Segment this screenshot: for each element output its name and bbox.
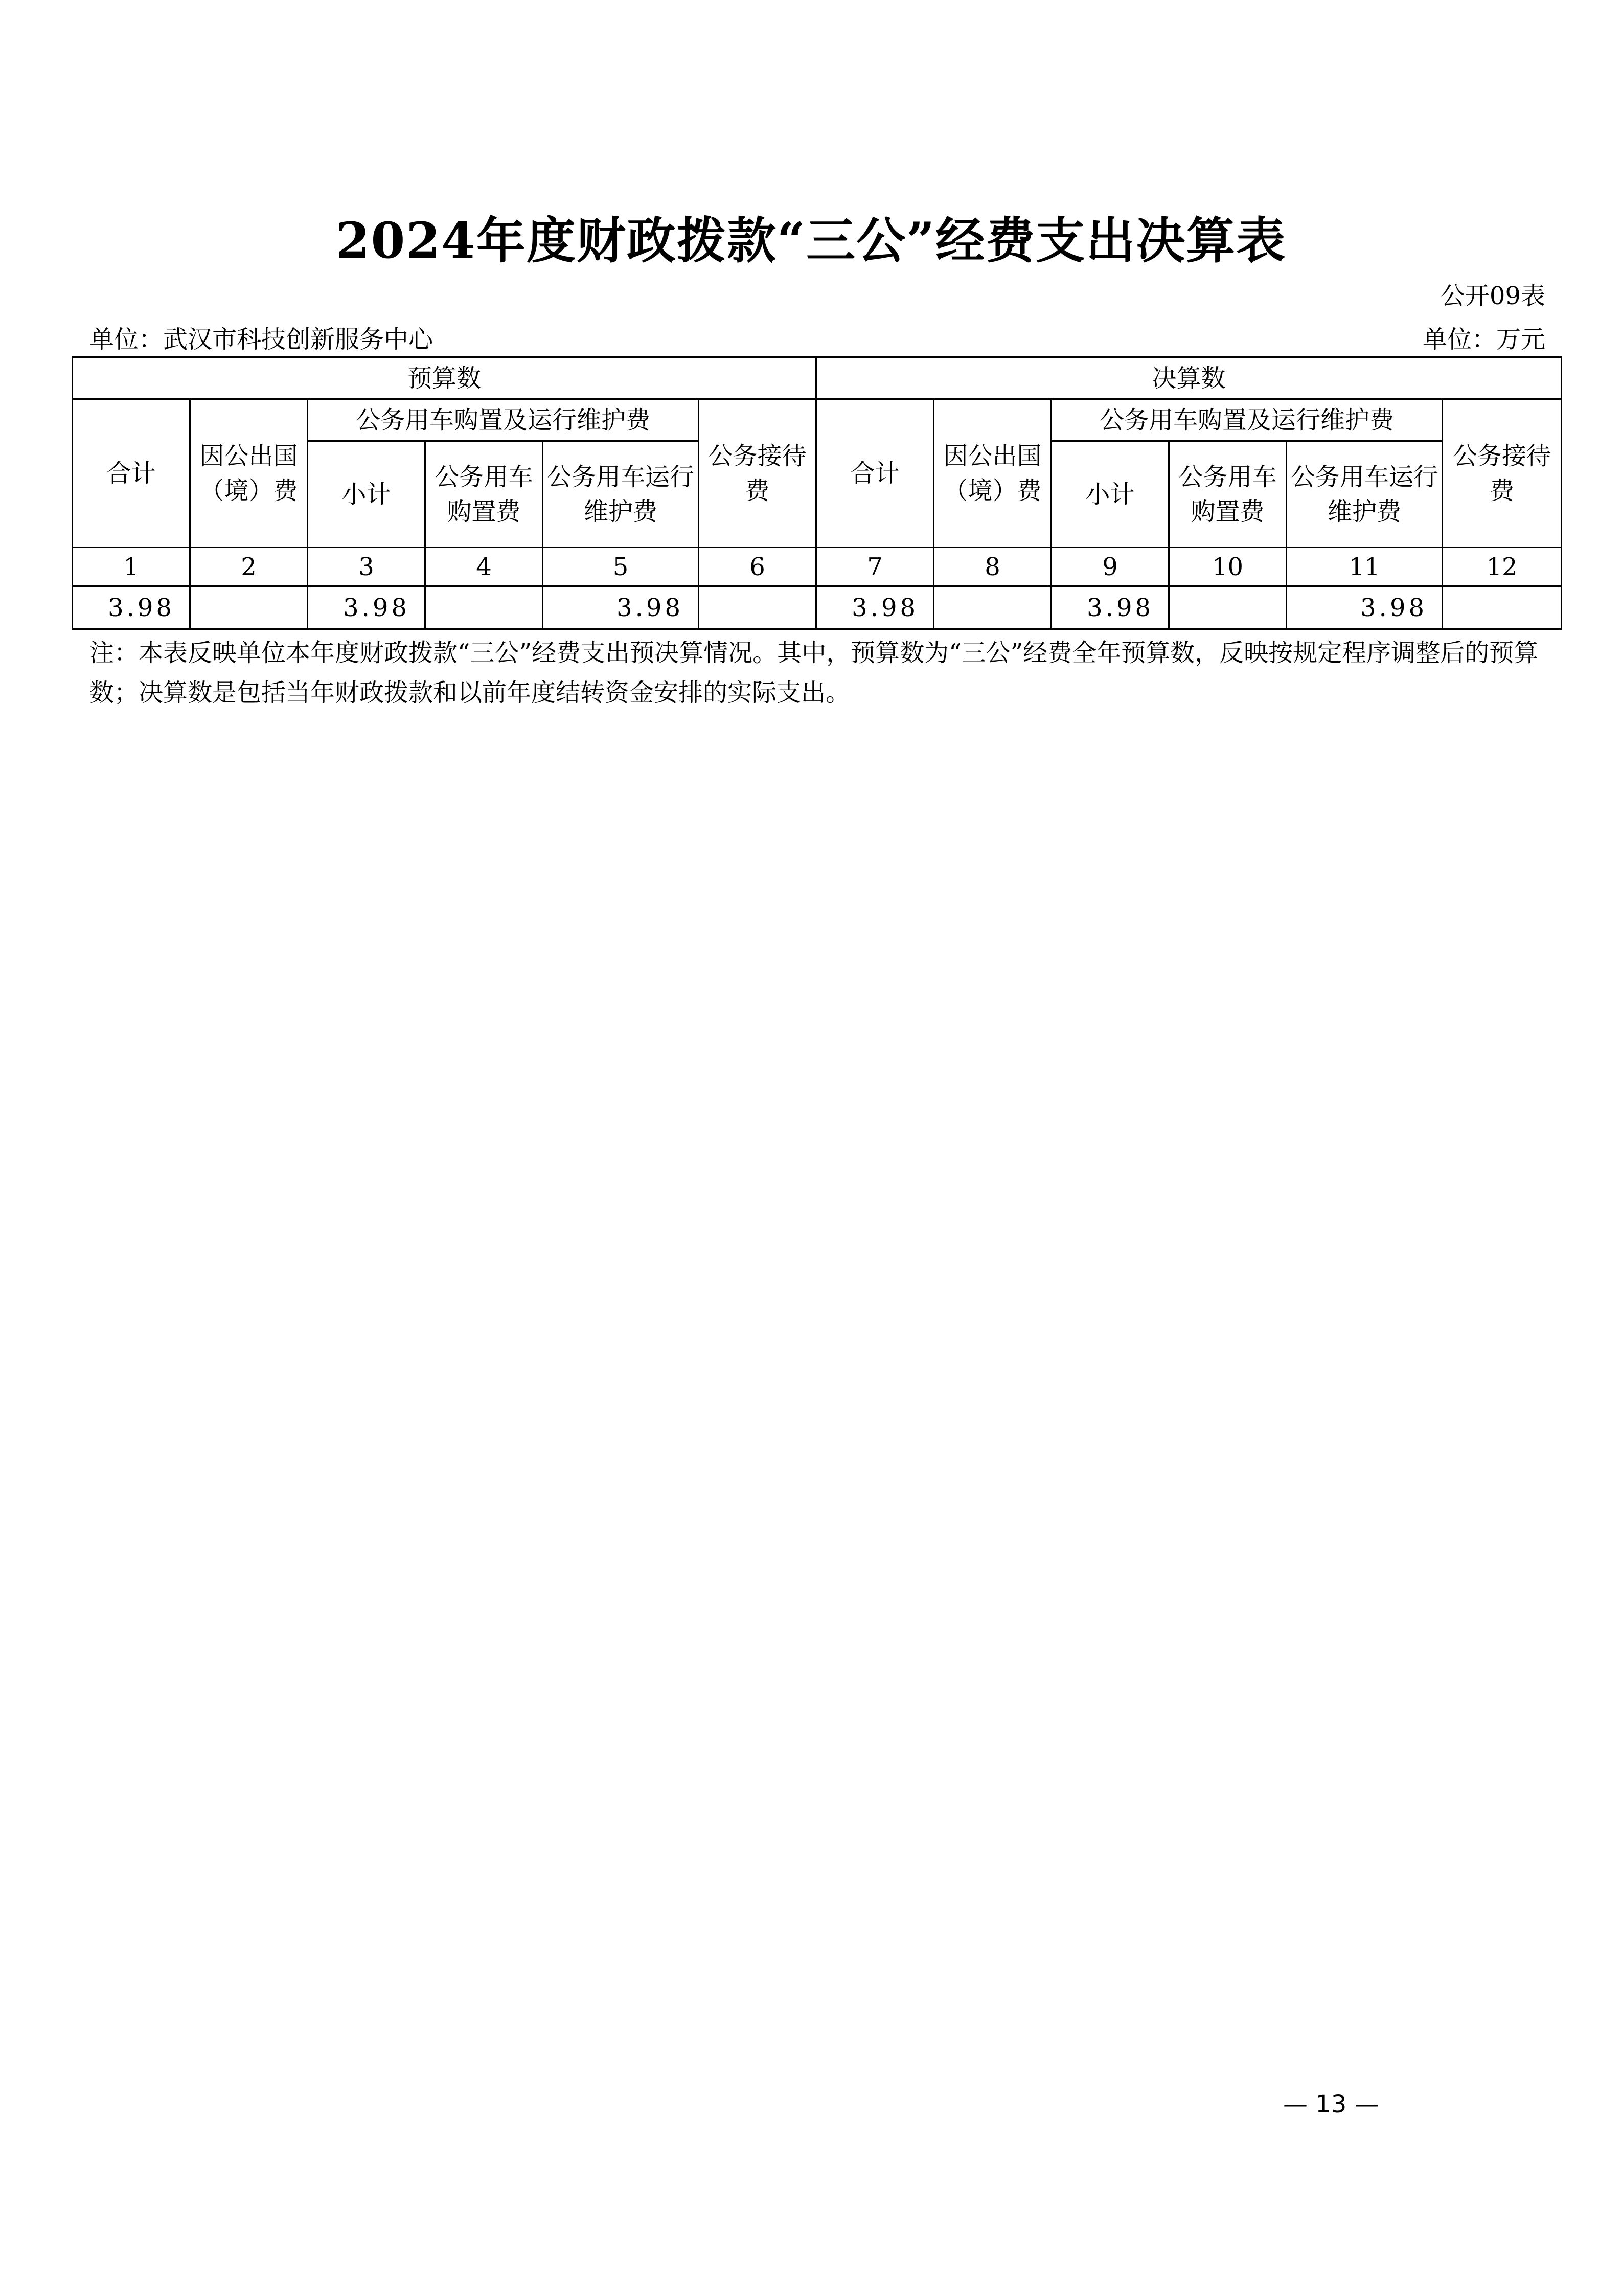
budget-operation-header: 公务用车运行维护费 — [543, 441, 699, 548]
column-number: 12 — [1443, 548, 1562, 586]
final-purchase-value — [1169, 586, 1287, 629]
column-number: 10 — [1169, 548, 1287, 586]
final-abroad-value — [934, 586, 1052, 629]
column-number: 7 — [816, 548, 934, 586]
form-number: 公开09表 — [1440, 282, 1545, 310]
budget-vehicle-group-header: 公务用车购置及运行维护费 — [308, 399, 699, 441]
final-reception-header: 公务接待费 — [1443, 399, 1562, 548]
column-number: 8 — [934, 548, 1052, 586]
final-reception-value — [1443, 586, 1562, 629]
unit-currency: 单位：万元 — [1422, 325, 1545, 354]
group-header-row — [73, 357, 1562, 399]
budget-group-header: 预算数 — [73, 357, 816, 399]
column-number: 5 — [543, 548, 699, 586]
budget-operation-value: 3.98 — [543, 586, 699, 629]
final-vehicle-group-header: 公务用车购置及运行维护费 — [1052, 399, 1443, 441]
final-purchase-header: 公务用车购置费 — [1169, 441, 1287, 548]
budget-subtotal-value: 3.98 — [308, 586, 425, 629]
column-number: 3 — [308, 548, 425, 586]
final-operation-value: 3.98 — [1287, 586, 1443, 629]
budget-purchase-value — [425, 586, 543, 629]
final-operation-header: 公务用车运行维护费 — [1287, 441, 1443, 548]
column-number: 2 — [190, 548, 308, 586]
column-number: 1 — [73, 548, 190, 586]
column-number: 11 — [1287, 548, 1443, 586]
column-number-row — [73, 548, 1562, 586]
budget-abroad-header: 因公出国（境）费 — [190, 399, 308, 548]
final-subtotal-header: 小计 — [1052, 441, 1169, 548]
budget-purchase-header: 公务用车购置费 — [425, 441, 543, 548]
budget-reception-value — [699, 586, 816, 629]
final-total-header: 合计 — [816, 399, 934, 548]
budget-total-value: 3.98 — [73, 586, 190, 629]
unit-organization: 单位：武汉市科技创新服务中心 — [89, 325, 433, 354]
final-group-header: 决算数 — [816, 357, 1562, 399]
final-subtotal-value: 3.98 — [1052, 586, 1169, 629]
column-number: 9 — [1052, 548, 1169, 586]
budget-reception-header: 公务接待费 — [699, 399, 816, 548]
budget-total-header: 合计 — [73, 399, 190, 548]
budget-abroad-value — [190, 586, 308, 629]
final-total-value: 3.98 — [816, 586, 934, 629]
three-public-expenses-table — [72, 356, 1562, 630]
values-row — [73, 586, 1562, 629]
page-title: 2024年度财政拨款“三公”经费支出决算表 — [335, 212, 1287, 269]
budget-subtotal-header: 小计 — [308, 441, 425, 548]
column-number: 6 — [699, 548, 816, 586]
table-note: 注：本表反映单位本年度财政拨款“三公”经费支出预决算情况。其中，预算数为“三公”经费全年预算数，反映按规定程序调整后的预算数；决算数是包括当年财政拨款和以前年度结转资金安排的实际支出。 — [89, 639, 1539, 707]
final-abroad-header: 因公出国（境）费 — [934, 399, 1052, 548]
page-number: — 13 — — [1283, 2090, 1379, 2119]
column-header-row-1 — [73, 399, 1562, 441]
column-number: 4 — [425, 548, 543, 586]
